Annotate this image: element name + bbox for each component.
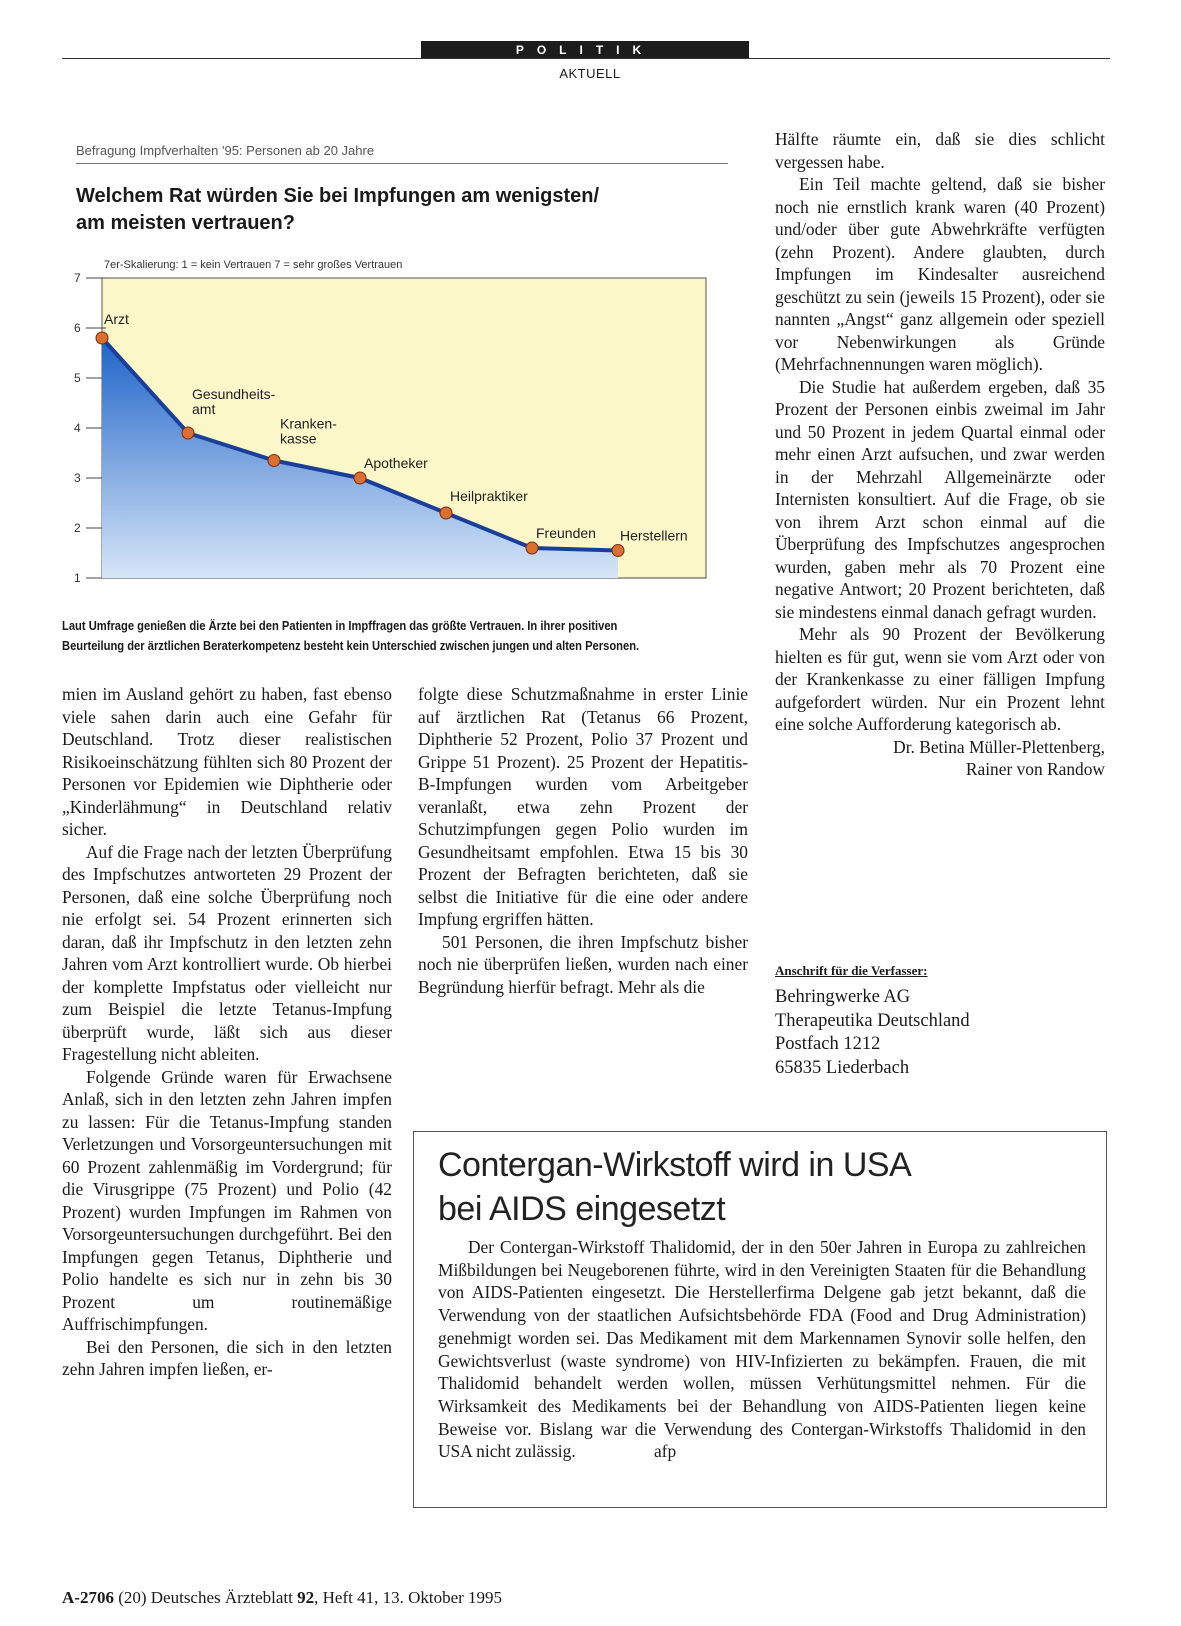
page-number: A-2706 xyxy=(62,1588,114,1607)
figure-caption xyxy=(62,616,750,656)
chart-caption-rule xyxy=(76,163,728,164)
data-point xyxy=(268,455,280,467)
paragraph: Ein Teil machte geltend, daß sie bisher noch nie ernstlich krank waren (40 Prozent) und/oder über gute Abwehrkräfte verfügten (zehn Prozent). Andere glaubten, durch Impfungen im Kindesalter ausreichend geschützt zu sein (jeweils 15 Prozent), oder sie nannten „Angst“ ganz allgemein oder speziell vor Nebenwirkungen als Gründe (Mehrfachnennungen waren möglich). xyxy=(775,174,1105,374)
news-box xyxy=(413,1131,1107,1508)
paragraph: Folgende Gründe waren für Erwachsene Anlaß, sich in den letzten zehn Jahren impfen zu lassen: Für die Tetanus-Impfung standen Verletzungen und Vorsorgeuntersuchungen mit 60 Prozent zahlenmäßig im Vordergrund; für die Virusgrippe (75 Prozent) und Polio (42 Prozent) wurden Impfungen im Rahmen von Vorsorgeuntersuchungen durchgeführt. Bei den Impfungen gegen Tetanus, Diphtherie und Polio handelte es sich nur in zehn bis 30 Prozent um routinemäßige Auffrischimpfungen. xyxy=(62,1066,392,1334)
data-point xyxy=(440,507,452,519)
address-line: Postfach 1212 xyxy=(775,1034,881,1054)
address-label: Anschrift für die Verfasser: xyxy=(775,963,928,978)
paragraph: 501 Personen, die ihren Impfschutz bisher noch nie überprüfen ließen, wurden nach einer Begründung hierfür befragt. Mehr als die xyxy=(418,931,748,997)
body-column-3 xyxy=(775,128,1105,781)
section-label: POLITIK xyxy=(421,41,749,59)
trust-chart xyxy=(64,258,754,608)
chart-caption: Befragung Impfverhalten '95: Personen ab 20 Jahre xyxy=(76,143,375,158)
data-point xyxy=(612,545,624,557)
chart-question-line-1: Welchem Rat würden Sie bei Impfungen am wenigsten/ xyxy=(76,185,600,207)
data-label: Herstellern xyxy=(620,527,688,544)
figure-caption-line-1: Laut Umfrage genießen die Ärzte bei den Patienten in Impffragen das größte Vertrauen. In ihrer positiven xyxy=(62,618,618,633)
data-label: Heilpraktiker xyxy=(450,488,528,504)
paragraph: Mehr als 90 Prozent der Bevölkerung hielten es für gut, wenn sie vom Arzt oder von der Krankenkasse zu einer fälligen Impfung aufgefordert würden. Nur ein Prozent lehnt eine solche Aufforderung kategorisch ab. xyxy=(775,624,1105,734)
body-column-2 xyxy=(418,683,748,998)
chart-plot xyxy=(74,271,706,585)
box-headline-line-1: Contergan-Wirkstoff wird in USA xyxy=(438,1146,912,1184)
y-tick-label: 2 xyxy=(74,521,81,535)
data-point xyxy=(526,542,538,554)
box-text xyxy=(438,1236,1086,1463)
data-label: Gesundheits- xyxy=(192,386,276,402)
address-line: 65835 Liederbach xyxy=(775,1057,910,1078)
data-label: Freunden xyxy=(536,525,596,541)
data-label: Kranken- xyxy=(280,415,337,432)
journal-name: (20) Deutsches Ärzteblatt xyxy=(118,1588,293,1607)
data-label: kasse xyxy=(280,430,317,447)
y-tick-label: 1 xyxy=(74,571,81,585)
y-tick-label: 6 xyxy=(74,321,81,335)
author-line-2: Rainer von Randow xyxy=(965,759,1105,779)
box-body: Der Contergan-Wirkstoff Thalidomid, der in den 50er Jahren in Europa zu zahlreichen Mißbildungen bei Neugeborenen führte, wird in den Vereinigten Staaten für die Behandlung von AIDS-Patienten eingesetzt. Die Herstellerfirma Delgene gab jetzt bekannt, daß die Verwendung von der staatlichen Aufsichtsbehörde FDA (Food and Drug Administration) genehmigt worden sei. Das Medikament mit dem Markennamen Synovir solle helfen, den Gewichtsverlust (waste syndrome) von HIV-Infizierten zu bekämpfen. Frauen, die mit Thalidomid behandelt werden wollen, müssen Verhütungsmittel nehmen. Für die Wirksamkeit des Medikaments bei der Behandlung von AIDS-Patienten liegen keine Beweise vor. Bislang war die Verwendung des Contergan-Wirkstoffs Thalidomid in den USA nicht zulässig. xyxy=(438,1237,1086,1462)
body-column-1 xyxy=(62,683,392,1381)
data-label: Arzt xyxy=(104,311,129,327)
paragraph: Bei den Personen, die sich in den letzten zehn Jahren impfen ließen, er- xyxy=(62,1336,392,1379)
y-tick-label: 4 xyxy=(74,421,81,435)
header-rule xyxy=(62,58,1110,59)
y-tick-label: 7 xyxy=(74,271,81,285)
box-headline-line-2: bei AIDS eingesetzt xyxy=(438,1190,726,1228)
address-line: Behringwerke AG xyxy=(775,987,911,1007)
box-headline xyxy=(438,1143,1098,1231)
chart-question xyxy=(76,183,736,237)
page-footer xyxy=(62,1588,502,1608)
address-line: Therapeutika Deutschland xyxy=(775,1010,970,1031)
y-tick-label: 5 xyxy=(74,371,81,385)
data-point xyxy=(96,332,108,344)
figure-caption-line-2: Beurteilung der ärztlichen Beraterkompetenz besteht kein Unterschied zwischen jungen und alten Personen. xyxy=(62,638,640,653)
paragraph: Hälfte räumte ein, daß sie dies schlicht vergessen habe. xyxy=(775,129,1105,172)
volume-number: 92 xyxy=(297,1588,315,1607)
y-tick-label: 3 xyxy=(74,471,81,485)
author-line-1: Dr. Betina Müller-Plettenberg, xyxy=(893,736,1105,757)
box-source: afp xyxy=(653,1441,677,1462)
data-point xyxy=(182,427,194,439)
paragraph: Auf die Frage nach der letzten Überprüfung des Impfschutzes antworteten 29 Prozent der Personen, daß eine solche Überprüfung noch nie erfolgt sei. 54 Prozent erinnerten sich daran, daß ihr Impfschutz in den letzten zehn Jahren vom Arzt kontrolliert wurde. Ob hierbei der komplette Impfstatus oder vielleicht nur zum Beispiel die letzte Tetanus-Impfung überprüft wurde, läßt sich aus dieser Fragestellung nicht ableiten. xyxy=(62,841,392,1064)
chart-question-line-2: am meisten vertrauen? xyxy=(76,212,295,234)
author-address xyxy=(775,986,970,1080)
data-point xyxy=(354,472,366,484)
subsection-label: AKTUELL xyxy=(559,66,621,81)
issue-date: , Heft 41, 13. Oktober 1995 xyxy=(314,1588,503,1607)
data-label: Apotheker xyxy=(364,455,428,471)
paragraph: Die Studie hat außerdem ergeben, daß 35 Prozent der Personen einbis zweimal im Jahr und 50 Prozent in jedem Quartal einmal oder mehr einen Arzt aufsuchen, und zwar werden in der Mehrzahl Allgemeinärzte oder Internisten konsultiert. Auf die Frage, ob sie von ihrem Arzt schon einmal auf die Überprüfung des Impfschutzes angesprochen wurden, gaben mehr als 70 Prozent eine negative Antwort; 20 Prozent berichteten, daß sie mindestens einmal danach gefragt wurden. xyxy=(775,376,1105,622)
paragraph: mien im Ausland gehört zu haben, fast ebenso viele sahen darin auch eine Gefahr für Deutschland. Trotz dieser realistischen Risikoeinschätzung fühlten sich 80 Prozent der Personen vor Epidemien wie Diphtherie oder „Kinderlähmung“ in Deutschland relativ sicher. xyxy=(62,684,392,839)
chart-subtitle: 7er-Skalierung: 1 = kein Vertrauen 7 = sehr großes Vertrauen xyxy=(104,259,403,271)
paragraph: folgte diese Schutzmaßnahme in erster Linie auf ärztlichen Rat (Tetanus 66 Prozent, Diphtherie 52 Prozent, Polio 37 Prozent und Grippe 51 Prozent). 25 Prozent der Hepatitis-B-Impfungen wurden vom Arbeitgeber veranlaßt, etwa zehn Prozent der Schutzimpfungen gegen Polio wurden im Gesundheitsamt empfohlen. Etwa 15 bis 30 Prozent der Befragten berichteten, daß sie selbst die Initiative für die eine oder andere Impfung ergriffen hätten. xyxy=(418,684,748,929)
data-label: amt xyxy=(192,401,216,417)
